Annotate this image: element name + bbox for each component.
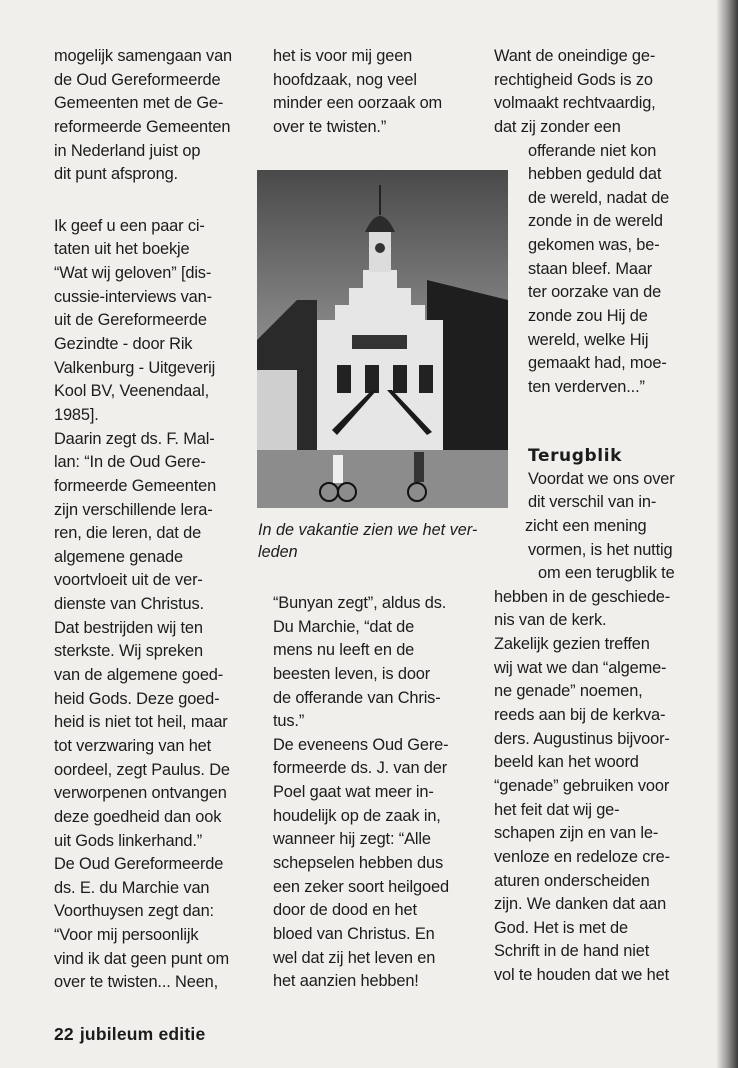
text-line: venloze en redeloze cre- <box>494 847 670 866</box>
text-line: houdelijk op de zaak in, <box>273 806 441 825</box>
text-line: Zakelijk gezien treffen <box>494 635 650 654</box>
text-line: ren, die leren, dat de <box>54 524 202 543</box>
text-line: van de algemene goed- <box>54 666 224 685</box>
text-line: de offerande van Chris- <box>273 688 441 707</box>
text-line: wij wat we dan “algeme- <box>494 658 667 677</box>
text-line: de wereld, nadat de <box>528 188 670 207</box>
text-line: ter oorzake van de <box>528 283 662 302</box>
text-line: over te twisten.” <box>273 117 387 136</box>
column-2-top <box>273 45 442 140</box>
page-number: 22 <box>54 1024 74 1044</box>
text-line: voortvloeit uit de ver- <box>54 571 203 590</box>
text-line: aturen onderscheiden <box>494 871 650 890</box>
text-line: sterkste. Wij spreken <box>54 642 203 661</box>
text-line: schepselen hebben dus <box>273 854 444 873</box>
text-line: Voorthuysen zegt dan: <box>54 902 214 921</box>
text-line: zijn. We danken dat aan <box>494 895 667 914</box>
text-line: gemaakt had, moe- <box>528 354 667 373</box>
text-line: minder een oorzaak om <box>273 94 443 113</box>
text-line: “Wat wij geloven” [dis- <box>54 264 212 283</box>
column-2-bottom <box>273 592 449 994</box>
text-line: een zeker soort heilgoed <box>273 877 449 896</box>
text-line: Schrift in de hand niet <box>494 942 650 961</box>
column-1 <box>54 45 232 995</box>
text-line: heid Gods. Deze goed- <box>54 689 220 708</box>
text-line: om een terugblik te <box>538 564 675 583</box>
text-line: ds. E. du Marchie van <box>54 878 210 897</box>
page-edge-shadow <box>716 0 738 1068</box>
text-line: offerande niet kon <box>528 141 657 160</box>
text-line: formeerde Gemeenten <box>54 476 217 495</box>
text-line: het is voor mij geen <box>273 47 413 65</box>
text-line: oordeel, zegt Paulus. De <box>54 760 230 779</box>
text-line: volmaakt rechtvaardig, <box>494 94 656 113</box>
text-line: staan bleef. Maar <box>528 259 653 278</box>
text-line: zonde in de wereld <box>528 212 663 231</box>
text-line: uit de Gereformeerde <box>54 311 207 330</box>
text-line: uit Gods linkerhand.” <box>54 831 203 850</box>
text-line: schapen zijn en van le- <box>494 824 659 843</box>
text-line: zicht een mening <box>525 516 647 535</box>
text-line: cussie-interviews van- <box>54 287 212 306</box>
text-line: God. Het is met de <box>494 918 628 937</box>
text-line: formeerde ds. J. van der <box>273 759 448 778</box>
text-line: Gezindte - door Rik <box>54 335 193 354</box>
text-line: reeds aan bij de kerkva- <box>494 706 666 725</box>
text-line: Daarin zegt ds. F. Mal- <box>54 429 215 448</box>
text-line: “Bunyan zegt”, aldus ds. <box>273 594 447 612</box>
text-line: dat zij zonder een <box>494 117 621 136</box>
text-line: Kool BV, Veenendaal, <box>54 382 209 401</box>
text-line: Ik geef u een paar ci- <box>54 216 205 235</box>
text-line: Valkenburg - Uitgeverij <box>54 358 216 377</box>
text-line: “Voor mij persoonlijk <box>54 926 199 945</box>
text-line: het feit dat wij ge- <box>494 800 620 819</box>
caption-line: leden <box>258 543 298 561</box>
text-line: Gemeenten met de Ge- <box>54 94 224 113</box>
photo-town-hall <box>257 170 508 508</box>
text-line: taten uit het boekje <box>54 240 190 259</box>
text-line: dit verschil van in- <box>528 493 657 512</box>
text-line: door de dood en het <box>273 901 417 920</box>
text-line: mens nu leeft en de <box>273 641 415 660</box>
text-line: dit punt afsprong. <box>54 165 178 184</box>
paragraph <box>54 215 232 995</box>
text-line: nis van de kerk. <box>494 611 607 630</box>
text-line: tus.” <box>273 712 305 731</box>
text-line: bloed van Christus. En <box>273 924 435 943</box>
text-line: hoofdzaak, nog veel <box>273 70 417 89</box>
text-line: verworpenen ontvangen <box>54 784 227 803</box>
photo-caption <box>258 519 477 563</box>
text-line: deze goedheid dan ook <box>54 807 222 826</box>
text-line: 1985]. <box>54 405 99 424</box>
text-line: algemene genade <box>54 547 183 566</box>
text-line: ne genade” noemen, <box>494 682 643 701</box>
text-line: vol te houden dat we het <box>494 966 670 985</box>
text-line: beesten leven, is door <box>273 664 431 683</box>
text-line: hebben geduld dat <box>528 165 662 184</box>
text-line: wel dat zij het leven en <box>273 948 436 967</box>
text-line: het aanzien hebben! <box>273 972 419 991</box>
text-line: De Oud Gereformeerde <box>54 855 224 874</box>
paragraph <box>54 45 232 187</box>
text-line: gekomen was, be- <box>528 236 660 255</box>
text-line: tot verzwaring van het <box>54 736 212 755</box>
text-line: Want de oneindige ge- <box>494 47 656 65</box>
text-line: vormen, is het nuttig <box>528 540 673 559</box>
text-line: zonde zou Hij de <box>528 307 648 326</box>
text-line: “genade” gebruiken voor <box>494 776 670 795</box>
text-line: hebben in de geschiede- <box>494 587 671 606</box>
text-line: over te twisten... Neen, <box>54 973 219 992</box>
text-line: heid is niet tot heil, maar <box>54 713 228 732</box>
column-3 <box>494 45 675 988</box>
section-heading: Terugblik <box>528 445 623 466</box>
text-line: wereld, welke Hij <box>528 330 649 349</box>
text-line: ders. Augustinus bijvoor- <box>494 729 670 748</box>
text-line: dienste van Christus. <box>54 595 204 614</box>
text-line: in Nederland juist op <box>54 141 201 160</box>
text-line: Dat bestrijden wij ten <box>54 618 203 637</box>
text-line: de Oud Gereformeerde <box>54 70 221 89</box>
text-line: wanneer hij zegt: “Alle <box>273 830 431 849</box>
page-footer <box>54 1024 205 1045</box>
text-line: Poel gaat wat meer in- <box>273 783 434 802</box>
text-line: Voordat we ons over <box>528 469 675 488</box>
text-line: beeld kan het woord <box>494 753 639 772</box>
text-line: De eveneens Oud Gere- <box>273 735 449 754</box>
text-line: mogelijk samengaan van <box>54 47 233 65</box>
text-line: lan: “In de Oud Gere- <box>54 453 206 472</box>
text-line: vind ik dat geen punt om <box>54 949 229 968</box>
text-line: ten verderven...” <box>528 377 645 396</box>
text-line: reformeerde Gemeenten <box>54 117 231 136</box>
publication-name: jubileum editie <box>79 1024 206 1044</box>
text-line: Du Marchie, “dat de <box>273 617 415 636</box>
text-line: zijn verschillende lera- <box>54 500 213 519</box>
caption-line: In de vakantie zien we het ver- <box>258 521 478 539</box>
text-line: rechtigheid Gods is zo <box>494 70 653 89</box>
